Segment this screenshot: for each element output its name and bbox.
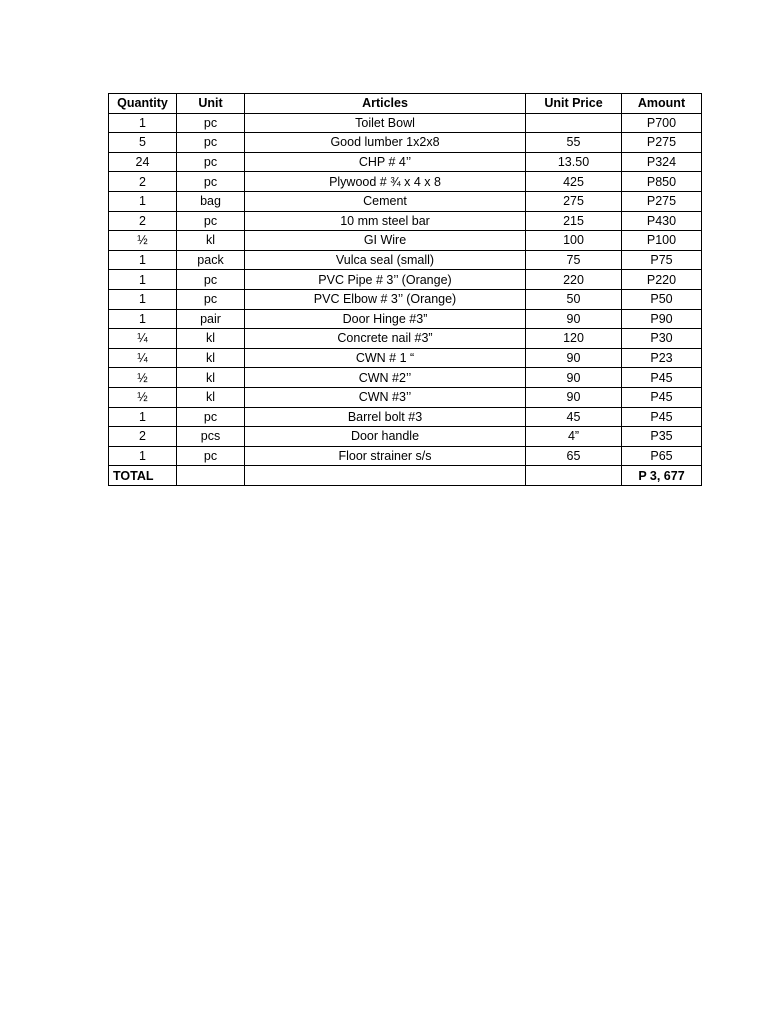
cell-unit: kl	[177, 387, 245, 407]
cell-unit-price: 120	[526, 329, 622, 349]
table-row	[109, 309, 702, 329]
cell-unit-price: 275	[526, 191, 622, 211]
table-header	[109, 94, 702, 114]
cell-quantity: 1	[109, 289, 177, 309]
cell-article: Plywood # ¾ x 4 x 8	[245, 172, 526, 192]
cell-article: Barrel bolt #3	[245, 407, 526, 427]
cell-article: Cement	[245, 191, 526, 211]
total-article-cell	[245, 466, 526, 486]
cell-unit-price: 90	[526, 348, 622, 368]
cell-article: Toilet Bowl	[245, 113, 526, 133]
cell-article: Door Hinge #3”	[245, 309, 526, 329]
cell-amount: P100	[622, 231, 702, 251]
table-row	[109, 270, 702, 290]
cell-quantity: 2	[109, 211, 177, 231]
cell-unit: kl	[177, 368, 245, 388]
cell-amount: P30	[622, 329, 702, 349]
table-row	[109, 250, 702, 270]
header-row	[109, 94, 702, 114]
cell-quantity: 1	[109, 191, 177, 211]
cell-unit-price: 13.50	[526, 152, 622, 172]
cell-quantity: ½	[109, 387, 177, 407]
cell-quantity: 2	[109, 427, 177, 447]
cell-quantity: 2	[109, 172, 177, 192]
cell-amount: P90	[622, 309, 702, 329]
cell-article: 10 mm steel bar	[245, 211, 526, 231]
cell-article: CWN #2’’	[245, 368, 526, 388]
cell-unit: pc	[177, 211, 245, 231]
cell-amount: P45	[622, 387, 702, 407]
cell-unit: pc	[177, 113, 245, 133]
cell-unit: kl	[177, 231, 245, 251]
cell-unit-price: 4”	[526, 427, 622, 447]
cell-unit-price: 45	[526, 407, 622, 427]
cell-quantity: 1	[109, 446, 177, 466]
cell-unit: kl	[177, 329, 245, 349]
total-label: TOTAL	[109, 466, 177, 486]
cell-amount: P430	[622, 211, 702, 231]
cell-quantity: 5	[109, 133, 177, 153]
header-unit-price: Unit Price	[526, 94, 622, 114]
cell-unit-price: 220	[526, 270, 622, 290]
cell-unit: pc	[177, 133, 245, 153]
table-row	[109, 348, 702, 368]
cell-amount: P75	[622, 250, 702, 270]
cell-unit-price: 50	[526, 289, 622, 309]
cell-unit: pcs	[177, 427, 245, 447]
cell-quantity: ½	[109, 368, 177, 388]
header-quantity: Quantity	[109, 94, 177, 114]
cell-amount: P45	[622, 407, 702, 427]
cell-amount: P275	[622, 133, 702, 153]
table-row	[109, 446, 702, 466]
cell-quantity: ¼	[109, 329, 177, 349]
cell-article: PVC Elbow # 3’’ (Orange)	[245, 289, 526, 309]
cell-amount: P50	[622, 289, 702, 309]
table-row	[109, 113, 702, 133]
cell-unit-price	[526, 113, 622, 133]
cell-unit-price: 55	[526, 133, 622, 153]
cell-unit: pack	[177, 250, 245, 270]
table-row	[109, 427, 702, 447]
table-row	[109, 172, 702, 192]
cell-article: CWN #3’’	[245, 387, 526, 407]
cell-unit-price: 215	[526, 211, 622, 231]
cell-amount: P65	[622, 446, 702, 466]
table-row	[109, 191, 702, 211]
cell-amount: P35	[622, 427, 702, 447]
cell-unit-price: 90	[526, 387, 622, 407]
header-articles: Articles	[245, 94, 526, 114]
cell-unit: pc	[177, 446, 245, 466]
header-unit: Unit	[177, 94, 245, 114]
cell-unit-price: 90	[526, 368, 622, 388]
cell-unit: pc	[177, 152, 245, 172]
cell-article: Concrete nail #3”	[245, 329, 526, 349]
cell-article: Vulca seal (small)	[245, 250, 526, 270]
table-row	[109, 329, 702, 349]
table-row	[109, 211, 702, 231]
total-row	[109, 466, 702, 486]
cell-unit: pc	[177, 270, 245, 290]
table-row	[109, 368, 702, 388]
cell-unit-price: 100	[526, 231, 622, 251]
cell-article: GI Wire	[245, 231, 526, 251]
cell-article: PVC Pipe # 3’’ (Orange)	[245, 270, 526, 290]
cell-amount: P220	[622, 270, 702, 290]
cell-amount: P700	[622, 113, 702, 133]
total-unit-cell	[177, 466, 245, 486]
cell-unit-price: 75	[526, 250, 622, 270]
table-row	[109, 407, 702, 427]
table-row	[109, 152, 702, 172]
cell-article: Door handle	[245, 427, 526, 447]
cell-quantity: 1	[109, 250, 177, 270]
table-footer	[109, 466, 702, 486]
cell-unit: pc	[177, 289, 245, 309]
cell-unit: kl	[177, 348, 245, 368]
materials-table	[108, 93, 702, 486]
header-amount: Amount	[622, 94, 702, 114]
cell-unit-price: 90	[526, 309, 622, 329]
cell-amount: P45	[622, 368, 702, 388]
cell-quantity: 1	[109, 407, 177, 427]
cell-unit: bag	[177, 191, 245, 211]
cell-quantity: 1	[109, 113, 177, 133]
cell-amount: P23	[622, 348, 702, 368]
cell-quantity: ½	[109, 231, 177, 251]
cell-unit: pc	[177, 407, 245, 427]
table-row	[109, 133, 702, 153]
table-row	[109, 289, 702, 309]
cell-unit: pair	[177, 309, 245, 329]
cell-article: Good lumber 1x2x8	[245, 133, 526, 153]
total-unit-price-cell	[526, 466, 622, 486]
table-row	[109, 231, 702, 251]
table-row	[109, 387, 702, 407]
cell-quantity: 1	[109, 309, 177, 329]
cell-amount: P275	[622, 191, 702, 211]
cell-unit-price: 65	[526, 446, 622, 466]
cell-article: Floor strainer s/s	[245, 446, 526, 466]
cell-unit: pc	[177, 172, 245, 192]
cell-unit-price: 425	[526, 172, 622, 192]
cell-quantity: ¼	[109, 348, 177, 368]
cell-article: CHP # 4’’	[245, 152, 526, 172]
cell-article: CWN # 1 “	[245, 348, 526, 368]
cell-quantity: 1	[109, 270, 177, 290]
cell-amount: P324	[622, 152, 702, 172]
total-amount: P 3, 677	[622, 466, 702, 486]
cell-quantity: 24	[109, 152, 177, 172]
cell-amount: P850	[622, 172, 702, 192]
table-body	[109, 113, 702, 466]
